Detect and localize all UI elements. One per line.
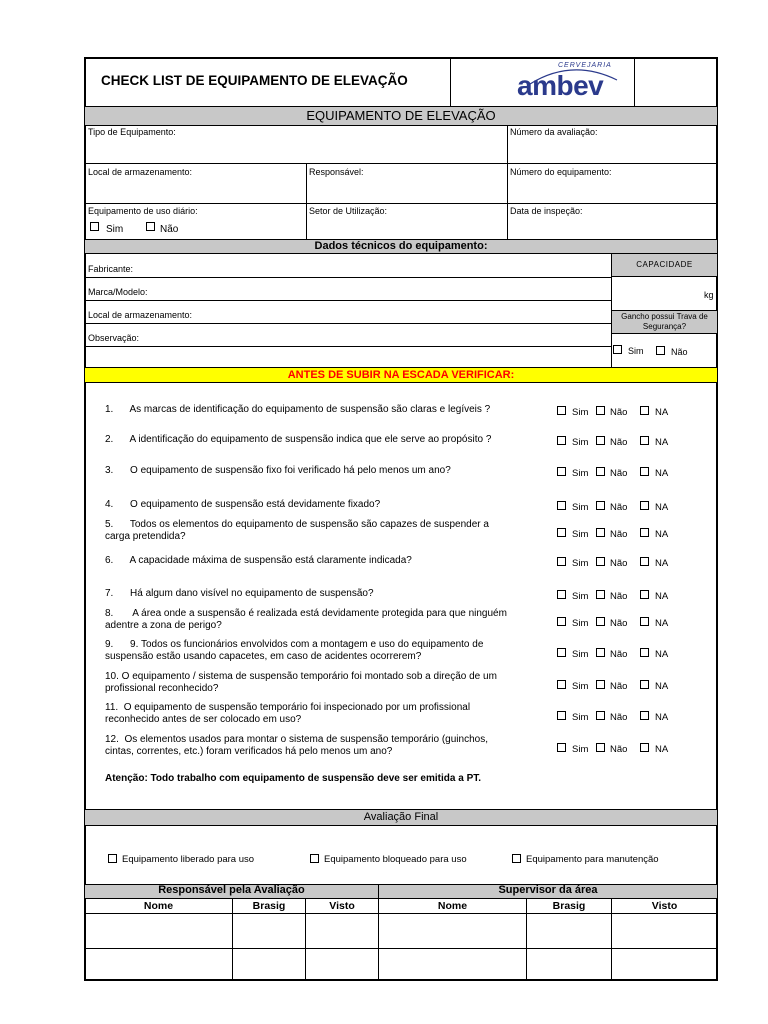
warning-text: ANTES DE SUBIR NA ESCADA VERIFICAR: [287, 369, 515, 381]
divider [611, 898, 612, 980]
question-9-na-label: NA [655, 649, 669, 660]
question-7-nao-checkbox[interactable] [596, 590, 605, 599]
question-9-text [105, 639, 545, 663]
question-6-sim-label: Sim [572, 558, 589, 569]
question-11-nao-checkbox[interactable] [596, 711, 605, 720]
local-label: Local de armazenamento: [88, 167, 193, 177]
ambev-logo [512, 60, 632, 102]
question-line-1: 4. O equipamento de suspensão está devidamente fixado? [105, 499, 381, 510]
question-3-sim-label: Sim [572, 468, 589, 479]
uso-diario-sim-label: Sim [106, 224, 124, 235]
left-visto-header: Visto [329, 900, 355, 912]
divider [85, 125, 717, 126]
question-3-nao-checkbox[interactable] [596, 467, 605, 476]
liberado-checkbox[interactable] [108, 854, 117, 863]
question-line-1: 11. O equipamento de suspensão temporário foi inspecionado por um profissional [105, 702, 471, 713]
bloqueado-label: Equipamento bloqueado para uso [324, 854, 467, 865]
supervisor-title: Supervisor da área [498, 884, 598, 896]
question-line-1: 5. Todos os elementos do equipamento de suspensão são capazes de suspender a [105, 519, 489, 530]
question-4-sim-checkbox[interactable] [557, 501, 566, 510]
manutencao-label: Equipamento para manutenção [526, 854, 659, 865]
question-line-2: cintas, correntes, etc.) foram verificados há pelo menos um ano? [105, 746, 393, 757]
question-line-1: 3. O equipamento de suspensão fixo foi verificado há pelo menos um ano? [105, 465, 451, 476]
gancho-label: Gancho possui Trava de Segurança? [621, 312, 708, 331]
question-10-nao-checkbox[interactable] [596, 680, 605, 689]
uso-diario-label: Equipamento de uso diário: [88, 206, 198, 216]
question-line-2: carga pretendida? [105, 531, 186, 542]
left-brasig-header: Brasig [252, 900, 286, 912]
question-1-nao-label: Não [610, 407, 628, 418]
divider [85, 382, 717, 383]
question-11-na-checkbox[interactable] [640, 711, 649, 720]
question-11-na-label: NA [655, 712, 669, 723]
question-line-1: 12. Os elementos usados para montar o sistema de suspensão temporário (guinchos, [105, 734, 488, 745]
question-2-nao-checkbox[interactable] [596, 436, 605, 445]
question-11-sim-label: Sim [572, 712, 589, 723]
question-12-text [105, 734, 545, 758]
attention-note: Atenção: Todo trabalho com equipamento de suspensão deve ser emitida a PT. [105, 773, 482, 784]
divider [85, 300, 611, 301]
question-10-sim-label: Sim [572, 681, 589, 692]
question-line-1: 10. O equipamento / sistema de suspensão temporário foi montado sob a direção de um [105, 671, 497, 682]
header-divider [450, 58, 451, 106]
question-1-sim-label: Sim [572, 407, 589, 418]
question-10-nao-label: Não [610, 681, 628, 692]
logo-divider [634, 58, 635, 106]
question-line-2: suspensão estão usando capacetes, em caso de acidentes ocorrerem? [105, 651, 422, 662]
numero-avaliacao-label: Número da avaliação: [510, 127, 598, 137]
question-2-sim-checkbox[interactable] [557, 436, 566, 445]
question-line-1: 6. A capacidade máxima de suspensão está claramente indicada? [105, 555, 412, 566]
gancho-sim-checkbox[interactable] [613, 345, 622, 354]
question-line-1: 8. A área onde a suspensão é realizada está devidamente protegida para que ninguém [105, 608, 507, 619]
question-6-text [105, 555, 545, 567]
question-8-na-label: NA [655, 618, 669, 629]
question-9-na-checkbox[interactable] [640, 648, 649, 657]
question-12-sim-label: Sim [572, 744, 589, 755]
question-9-sim-checkbox[interactable] [557, 648, 566, 657]
question-8-nao-label: Não [610, 618, 628, 629]
gancho-sim-label: Sim [628, 346, 644, 356]
question-4-nao-label: Não [610, 502, 628, 513]
question-6-nao-label: Não [610, 558, 628, 569]
section-equipment-title: EQUIPAMENTO DE ELEVAÇÃO [306, 108, 496, 123]
question-4-na-checkbox[interactable] [640, 501, 649, 510]
question-4-text [105, 499, 545, 511]
question-11-nao-label: Não [610, 712, 628, 723]
question-line-1: 9. 9. Todos os funcionários envolvidos com a montagem e uso do equipamento de [105, 639, 484, 650]
question-5-sim-label: Sim [572, 529, 589, 540]
left-nome-header: Nome [143, 900, 174, 912]
logo-small-text: CERVEJARIA [558, 62, 612, 69]
question-9-nao-label: Não [610, 649, 628, 660]
question-line-1: 7. Há algum dano visível no equipamento de suspensão? [105, 588, 374, 599]
capacidade-label: CAPACIDADE [636, 260, 693, 269]
divider [378, 898, 379, 980]
local-armazenamento-label: Local de armazenamento: [88, 310, 193, 320]
question-10-na-label: NA [655, 681, 669, 692]
gancho-nao-label: Não [671, 347, 688, 357]
divider [526, 898, 527, 980]
question-2-na-checkbox[interactable] [640, 436, 649, 445]
divider [85, 898, 717, 899]
question-12-nao-label: Não [610, 744, 628, 755]
question-1-text [105, 404, 545, 416]
question-5-na-label: NA [655, 529, 669, 540]
divider [85, 948, 717, 949]
responsavel-avaliacao-title: Responsável pela Avaliação [158, 884, 305, 896]
marca-label: Marca/Modelo: [88, 287, 148, 297]
logo-main-text: ambev [517, 70, 604, 101]
divider [611, 333, 717, 334]
question-10-na-checkbox[interactable] [640, 680, 649, 689]
right-visto-header: Visto [651, 900, 678, 912]
divider [611, 276, 717, 277]
section-technical-title: Dados técnicos do equipamento: [314, 240, 488, 252]
question-8-sim-label: Sim [572, 618, 589, 629]
divider [85, 913, 717, 914]
question-6-na-checkbox[interactable] [640, 557, 649, 566]
question-8-na-checkbox[interactable] [640, 617, 649, 626]
question-line-1: 2. A identificação do equipamento de suspensão indica que ele serve ao propósito ? [105, 434, 492, 445]
uso-diario-sim-checkbox[interactable] [90, 222, 99, 231]
divider [232, 898, 233, 980]
question-8-text [105, 608, 545, 632]
question-10-text [105, 671, 545, 695]
question-1-na-label: NA [655, 407, 669, 418]
question-3-na-checkbox[interactable] [640, 467, 649, 476]
setor-label: Setor de Utilização: [309, 206, 388, 216]
tipo-label: Tipo de Equipamento: [88, 127, 176, 137]
question-11-sim-checkbox[interactable] [557, 711, 566, 720]
divider [85, 203, 717, 204]
observacao-label: Observação: [88, 333, 140, 343]
right-brasig-header: Brasig [552, 900, 586, 912]
divider [85, 277, 611, 278]
divider [305, 898, 306, 980]
question-8-nao-checkbox[interactable] [596, 617, 605, 626]
liberado-label: Equipamento liberado para uso [122, 854, 255, 865]
question-4-na-label: NA [655, 502, 669, 513]
question-3-nao-label: Não [610, 468, 628, 479]
final-title: Avaliação Final [363, 811, 439, 823]
divider [306, 163, 307, 239]
question-7-na-label: NA [655, 591, 669, 602]
question-12-sim-checkbox[interactable] [557, 743, 566, 752]
numero-equipamento-label: Número do equipamento: [510, 167, 612, 177]
question-12-na-label: NA [655, 744, 669, 755]
question-12-na-checkbox[interactable] [640, 743, 649, 752]
question-5-sim-checkbox[interactable] [557, 528, 566, 537]
question-10-sim-checkbox[interactable] [557, 680, 566, 689]
question-11-text [105, 702, 545, 726]
question-2-na-label: NA [655, 437, 669, 448]
data-inspecao-label: Data de inspeção: [510, 206, 583, 216]
question-2-text [105, 434, 545, 446]
question-5-na-checkbox[interactable] [640, 528, 649, 537]
question-7-nao-label: Não [610, 591, 628, 602]
divider [378, 884, 379, 898]
question-8-sim-checkbox[interactable] [557, 617, 566, 626]
question-7-sim-checkbox[interactable] [557, 590, 566, 599]
question-line-2: reconhecido antes de ser colocado em uso? [105, 714, 302, 725]
question-7-sim-label: Sim [572, 591, 589, 602]
question-2-sim-label: Sim [572, 437, 589, 448]
divider [85, 825, 717, 826]
question-line-1: 1. As marcas de identificação do equipamento de suspensão são claras e legíveis ? [105, 404, 491, 415]
divider [85, 163, 717, 164]
divider [507, 125, 508, 239]
question-5-nao-label: Não [610, 529, 628, 540]
question-line-2: adentre a zona de perigo? [105, 620, 222, 631]
question-line-2: profissional reconhecido? [105, 683, 219, 694]
question-6-sim-checkbox[interactable] [557, 557, 566, 566]
uso-diario-nao-label: Não [160, 224, 179, 235]
right-nome-header: Nome [437, 900, 468, 912]
question-5-nao-checkbox[interactable] [596, 528, 605, 537]
question-1-nao-checkbox[interactable] [596, 406, 605, 415]
gancho-nao-checkbox[interactable] [656, 346, 665, 355]
manutencao-checkbox[interactable] [512, 854, 521, 863]
question-3-na-label: NA [655, 468, 669, 479]
bloqueado-checkbox[interactable] [310, 854, 319, 863]
question-2-nao-label: Não [610, 437, 628, 448]
question-7-text [105, 588, 545, 600]
fabricante-label: Fabricante: [88, 264, 134, 274]
question-4-sim-label: Sim [572, 502, 589, 513]
kg-unit: kg [704, 290, 714, 300]
question-6-na-label: NA [655, 558, 669, 569]
divider [85, 346, 611, 347]
question-3-text [105, 465, 545, 477]
uso-diario-nao-checkbox[interactable] [146, 222, 155, 231]
question-7-na-checkbox[interactable] [640, 590, 649, 599]
question-1-na-checkbox[interactable] [640, 406, 649, 415]
question-9-nao-checkbox[interactable] [596, 648, 605, 657]
question-5-text [105, 519, 545, 543]
question-9-sim-label: Sim [572, 649, 589, 660]
question-6-nao-checkbox[interactable] [596, 557, 605, 566]
question-1-sim-checkbox[interactable] [557, 406, 566, 415]
responsavel-label: Responsável: [309, 167, 364, 177]
question-3-sim-checkbox[interactable] [557, 467, 566, 476]
question-4-nao-checkbox[interactable] [596, 501, 605, 510]
divider [85, 323, 611, 324]
form-title: CHECK LIST DE EQUIPAMENTO DE ELEVAÇÃO [101, 73, 408, 88]
question-12-nao-checkbox[interactable] [596, 743, 605, 752]
